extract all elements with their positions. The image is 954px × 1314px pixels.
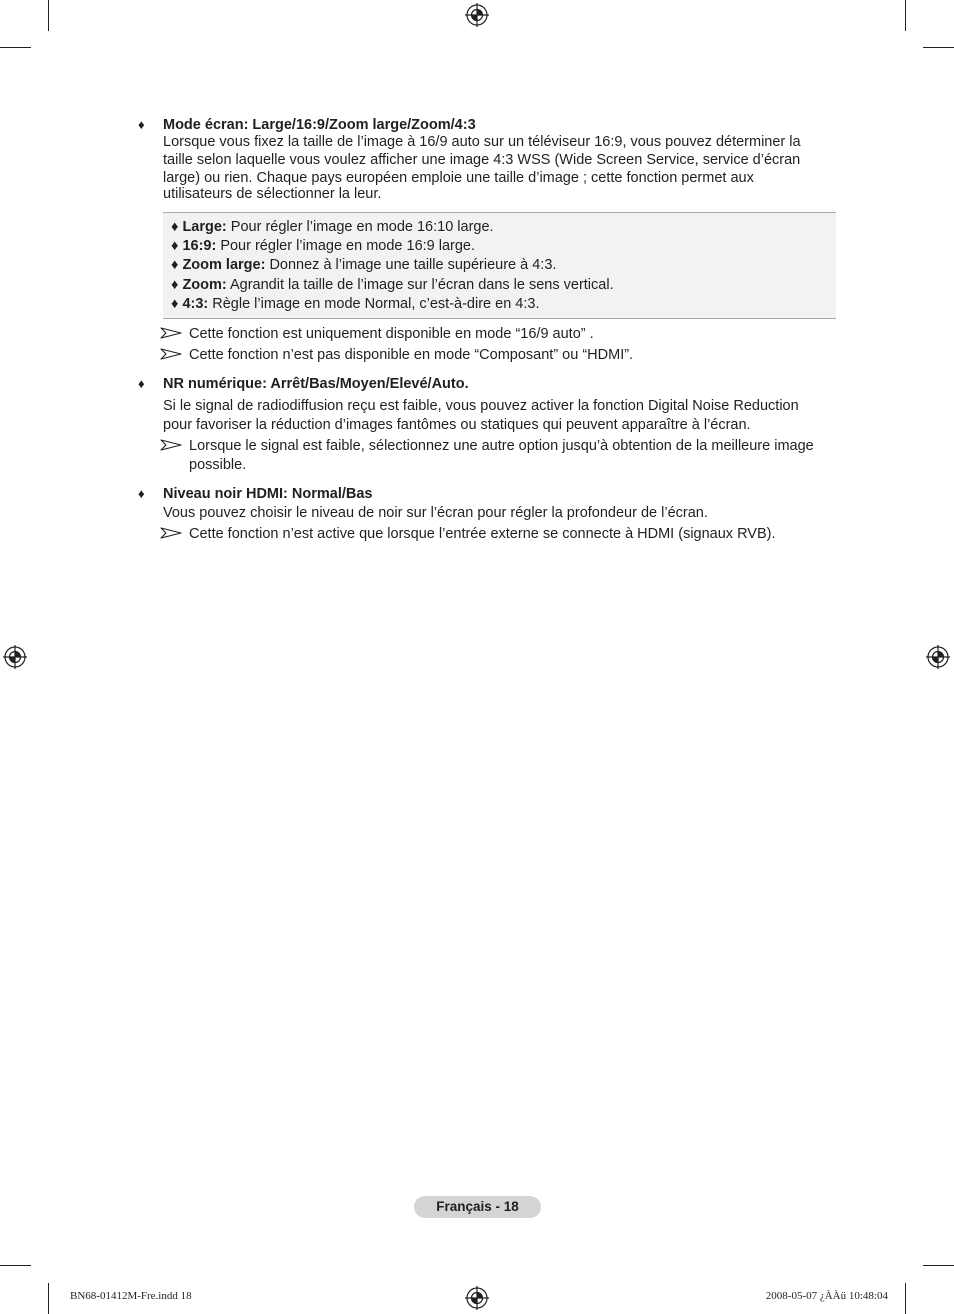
crop-mark: [923, 47, 954, 48]
section-paragraph: [163, 134, 823, 203]
paragraph-line: Si le signal de radiodiffusion reçu est faible, vous pouvez activer la fonction Digital Noise Reduction: [163, 398, 799, 414]
diamond-bullet-icon: ♦: [171, 238, 179, 254]
note-arrow-icon: [160, 327, 182, 339]
registration-mark-icon: [465, 1286, 489, 1310]
note-line: Lorsque le signal est faible, sélectionnez une autre option jusqu’à obtention de la meilleure image: [189, 438, 814, 454]
section-paragraph: [163, 505, 823, 523]
note-text: [189, 437, 814, 475]
crop-mark: [0, 47, 31, 48]
page-number-label: Français - 18: [414, 1196, 541, 1218]
note-arrow-icon: [160, 348, 182, 360]
options-box: [163, 212, 836, 319]
crop-mark: [48, 0, 49, 31]
diamond-bullet-icon: ♦: [171, 277, 179, 293]
note-text: Cette fonction n’est active que lorsque l’entrée externe se connecte à HDMI (signaux RVB).: [189, 526, 776, 542]
option-label: Zoom:: [182, 277, 227, 293]
slug-timestamp: 2008-05-07 ¿ÀÀü 10:48:04: [765, 1290, 888, 1302]
note-line: possible.: [189, 457, 247, 473]
section-niveau-noir-hdmi: [138, 485, 838, 525]
section-mode-ecran: [138, 116, 838, 206]
diamond-bullet-icon: ♦: [171, 257, 179, 273]
section-nr-numerique: [138, 375, 838, 435]
note-text: Cette fonction est uniquement disponible en mode “16/9 auto” .: [189, 326, 594, 342]
paragraph-line: taille selon laquelle vous voulez afficher une image 4:3 WSS (Wide Screen Service, service d’écran: [163, 151, 801, 168]
note-arrow-icon: [160, 439, 182, 451]
diamond-bullet-icon: ♦: [171, 219, 179, 235]
registration-mark-icon: [465, 3, 489, 27]
option-label: 16:9:: [182, 238, 217, 254]
diamond-bullet-icon: ♦: [138, 376, 145, 391]
paragraph-line: utilisateurs de sélectionner la leur.: [163, 185, 382, 202]
diamond-bullet-icon: ♦: [138, 486, 145, 501]
option-16-9: [171, 237, 475, 255]
section-title: NR numérique: Arrêt/Bas/Moyen/Elevé/Auto.: [163, 376, 469, 392]
slug-file-info: BN68-01412M-Fre.indd 18: [70, 1290, 192, 1302]
option-text: Pour régler l’image en mode 16:9 large.: [216, 238, 476, 254]
registration-mark-icon: [3, 645, 27, 669]
diamond-bullet-icon: ♦: [171, 296, 179, 312]
section-title: Mode écran: Large/16:9/Zoom large/Zoom/4:3: [163, 117, 476, 133]
paragraph-line: pour favoriser la réduction d’images fantômes ou statiques qui peuvent apparaître à l’écran.: [163, 417, 751, 433]
note-arrow-icon: [160, 527, 182, 539]
option-label: 4:3:: [182, 296, 209, 312]
paragraph-line: Lorsque vous fixez la taille de l’image à 16/9 auto sur un téléviseur 16:9, vous pouvez déterminer la: [163, 134, 801, 150]
option-text: Pour régler l’image en mode 16:10 large.: [226, 219, 494, 235]
option-4-3: [171, 295, 539, 313]
diamond-bullet-icon: ♦: [138, 117, 145, 132]
paragraph-line: large) ou rien. Chaque pays européen emploie une taille d’image ; cette fonction permet aux: [163, 170, 754, 186]
section-paragraph: [163, 397, 823, 435]
option-large: [171, 218, 494, 236]
section-title: Niveau noir HDMI: Normal/Bas: [163, 486, 373, 502]
paragraph-line: Vous pouvez choisir le niveau de noir sur l’écran pour régler la profondeur de l’écran.: [163, 505, 708, 521]
option-text: Donnez à l’image une taille supérieure à 4:3.: [265, 257, 557, 273]
option-zoom-large: [171, 256, 556, 274]
crop-mark: [905, 0, 906, 31]
crop-mark: [0, 1265, 31, 1266]
option-text: Agrandit la taille de l’image sur l’écran dans le sens vertical.: [226, 277, 614, 293]
option-zoom: [171, 276, 614, 294]
note-text: Cette fonction n’est pas disponible en mode “Composant” ou “HDMI”.: [189, 347, 634, 363]
option-text: Règle l’image en mode Normal, c’est-à-dire en 4:3.: [208, 296, 540, 312]
registration-mark-icon: [926, 645, 950, 669]
option-label: Large:: [182, 219, 227, 235]
option-label: Zoom large:: [182, 257, 266, 273]
crop-mark: [905, 1283, 906, 1314]
crop-mark: [923, 1265, 954, 1266]
crop-mark: [48, 1283, 49, 1314]
